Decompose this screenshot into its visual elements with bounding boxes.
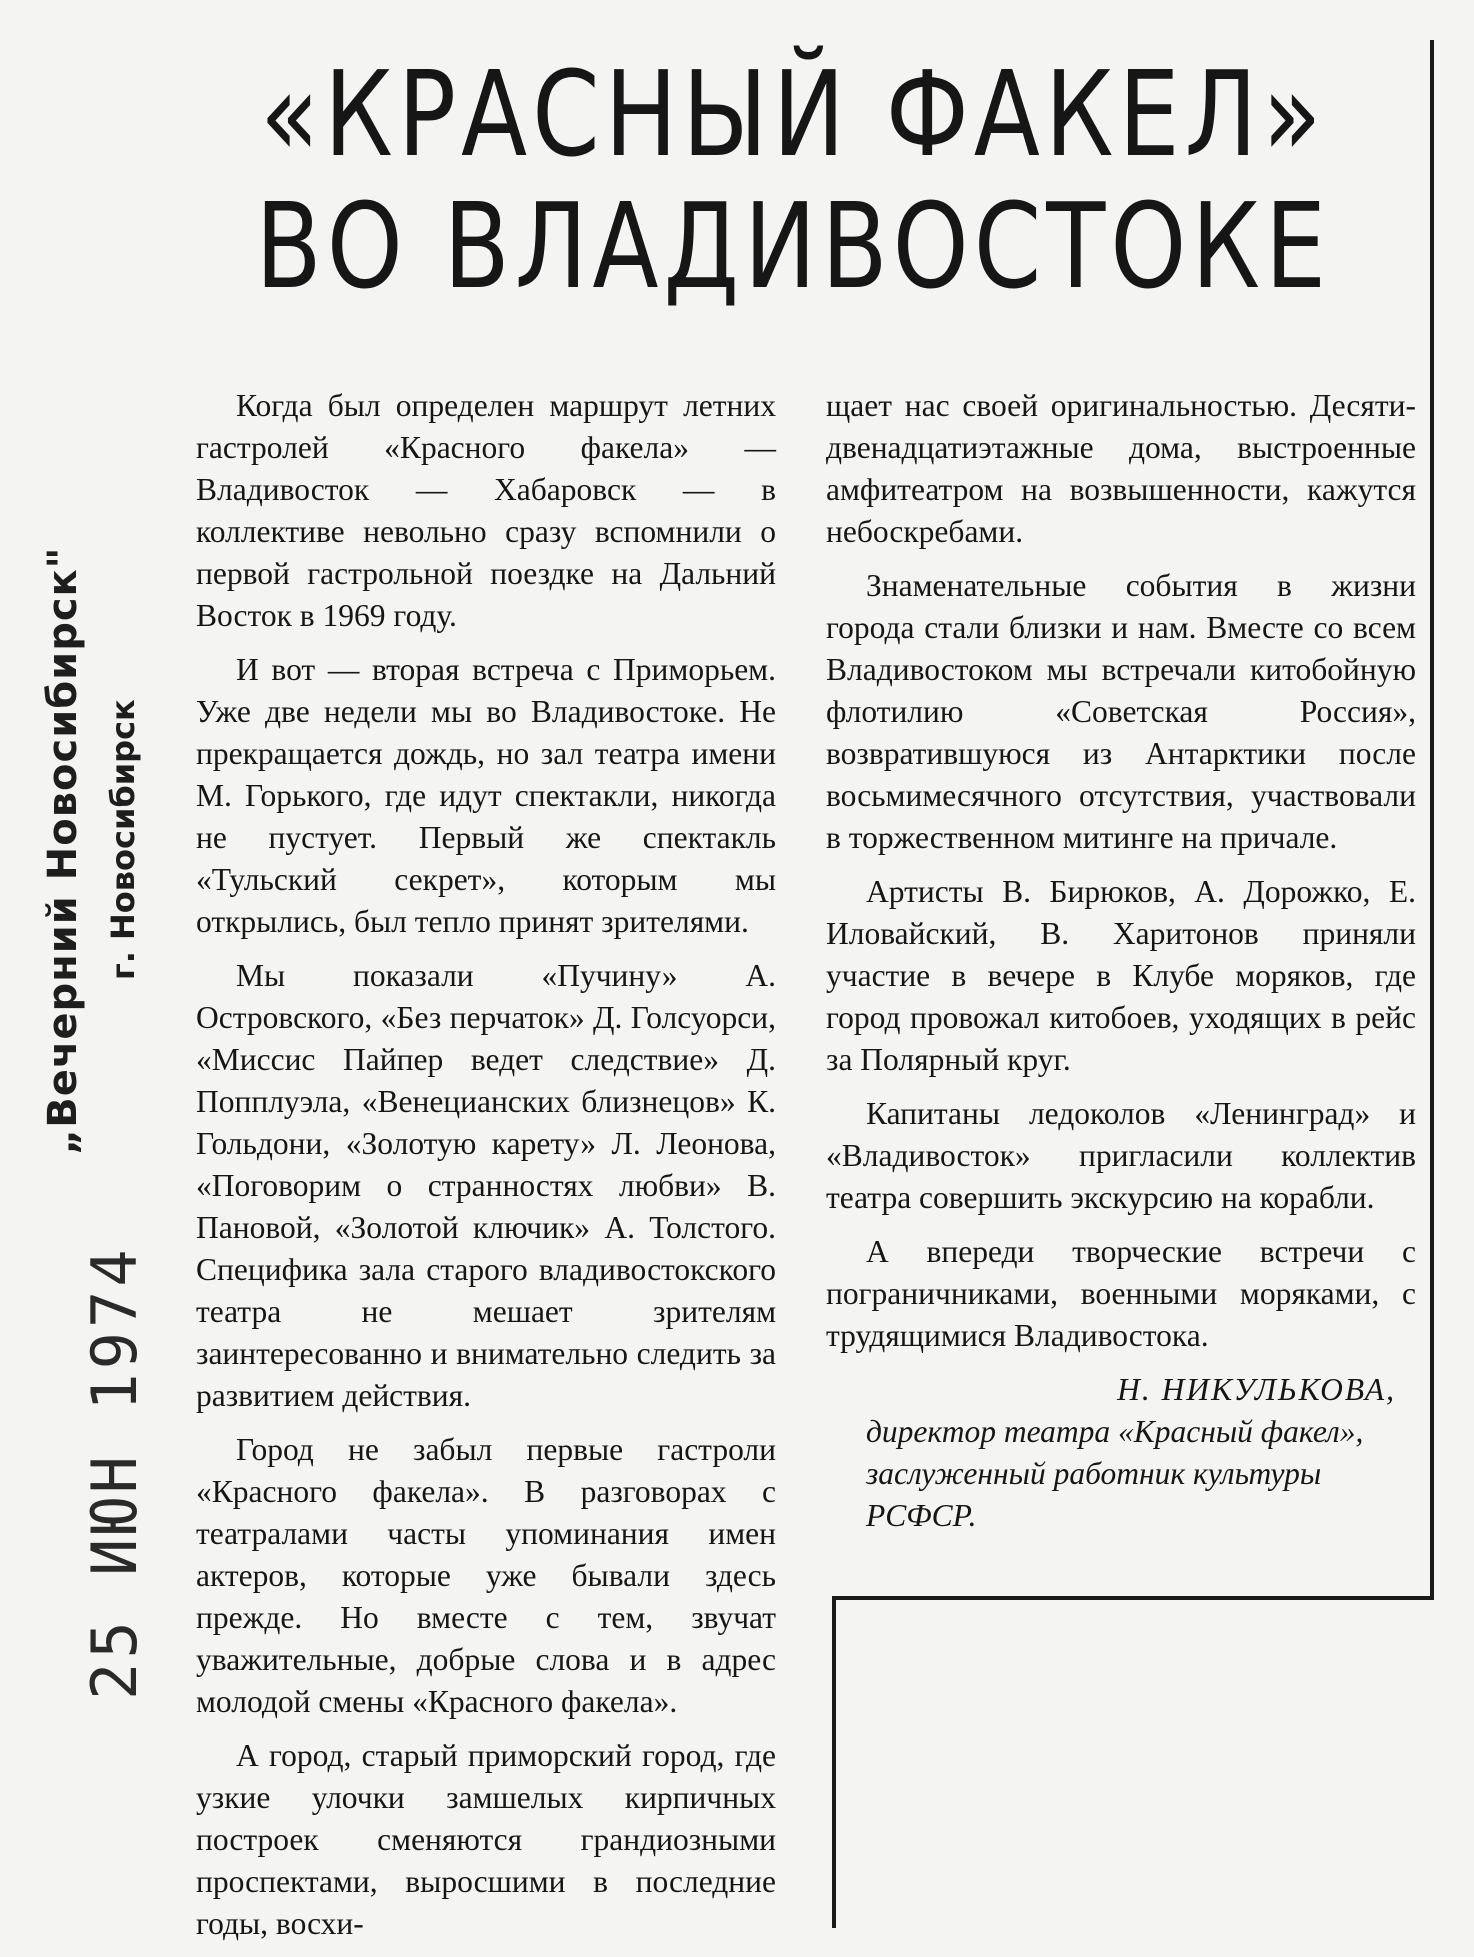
paragraph: Знаменательные события в жизни города стали близки и нам. Вместе со всем Владивостоком мы встречали китобойную флотилию «Советская Россия», возвратившуюся из Антарктики после восьмимесячного отсутствия, участвовали в торжественном митинге на причале. [826,568,1416,855]
author-signature [826,1369,1416,1537]
newspaper-city-stamp: г. Новосибирск [104,699,142,980]
date-stamp: 25 ИЮН 1974 [78,1245,151,1700]
clipping-bottom-rule [836,1596,1434,1600]
headline-line-2: ВО ВЛАДИВОСТОКЕ [255,177,1332,315]
headline-line-1: «КРАСНЫЙ ФАКЕЛ» [260,45,1327,183]
paragraph: А впереди творческие встречи с пограничниками, военными моряками, с трудящимися Владивостока. [826,1234,1416,1353]
clipping-inner-rule [832,1596,836,1928]
paragraph: Артисты В. Бирюков, А. Дорожко, Е. Иловайский, В. Харитонов приняли участие в вечере в Клубе моряков, где город провожал китобоев, уходящих в рейс за Полярный круг. [826,874,1416,1077]
article-column-right [826,385,1416,1537]
article-column-left [196,385,776,1957]
article-headline [170,45,1416,315]
paragraph: И вот — вторая встреча с Приморьем. Уже две недели мы во Владивостоке. Не прекращается дождь, но зал театра имени М. Горького, где идут спектакли, никогда не пустует. Первый же спектакль «Тульский секрет», которым мы открылись, был тепло принят зрителями. [196,652,776,939]
newspaper-source-stamp: „Вечерний Новосибирск" [40,546,86,1155]
paragraph: Когда был определен маршрут летних гастролей «Красного факела» — Владивосток — Хабаровск — в коллективе невольно сразу вспомнили о первой гастрольной поездке на Дальний Восток в 1969 году. [196,388,776,633]
paragraph: А город, старый приморский город, где узкие улочки замшелых кирпичных построек сменяются грандиозными проспектами, выросшими в последние годы, восхи- [196,1738,776,1941]
author-name: Н. НИКУЛЬКОВА, [1117,1372,1396,1407]
paragraph: Мы показали «Пучину» А. Островского, «Без перчаток» Д. Голсуорси, «Миссис Пайпер ведет следствие» Д. Попплуэла, «Венецианских близнецов» К. Гольдони, «Золотую карету» Л. Леонова, «Поговорим о странностях любви» В. Пановой, «Золотой ключик» А. Толстого. Специфика зала старого владивостокского театра не мешает зрителям заинтересованно и внимательно следить за развитием действия. [196,958,776,1413]
paragraph: Капитаны ледоколов «Ленинград» и «Владивосток» пригласили коллектив театра совершить экскурсию на корабли. [826,1096,1416,1215]
author-role: директор театра «Красный факел», заслуженный работник культуры РСФСР. [866,1414,1364,1533]
paragraph: Город не забыл первые гастроли «Красного факела». В разговорах с театралами часты упоминания имен актеров, которые уже бывали здесь прежде. Но вместе с тем, звучат уважительные, добрые слова и в адрес молодой смены «Красного факела». [196,1432,776,1719]
clipping-right-rule [1430,40,1434,1600]
paragraph: щает нас своей оригинальностью. Десяти-двенадцатиэтажные дома, выстроенные амфитеатром на возвышенности, кажутся небоскребами. [826,388,1416,549]
